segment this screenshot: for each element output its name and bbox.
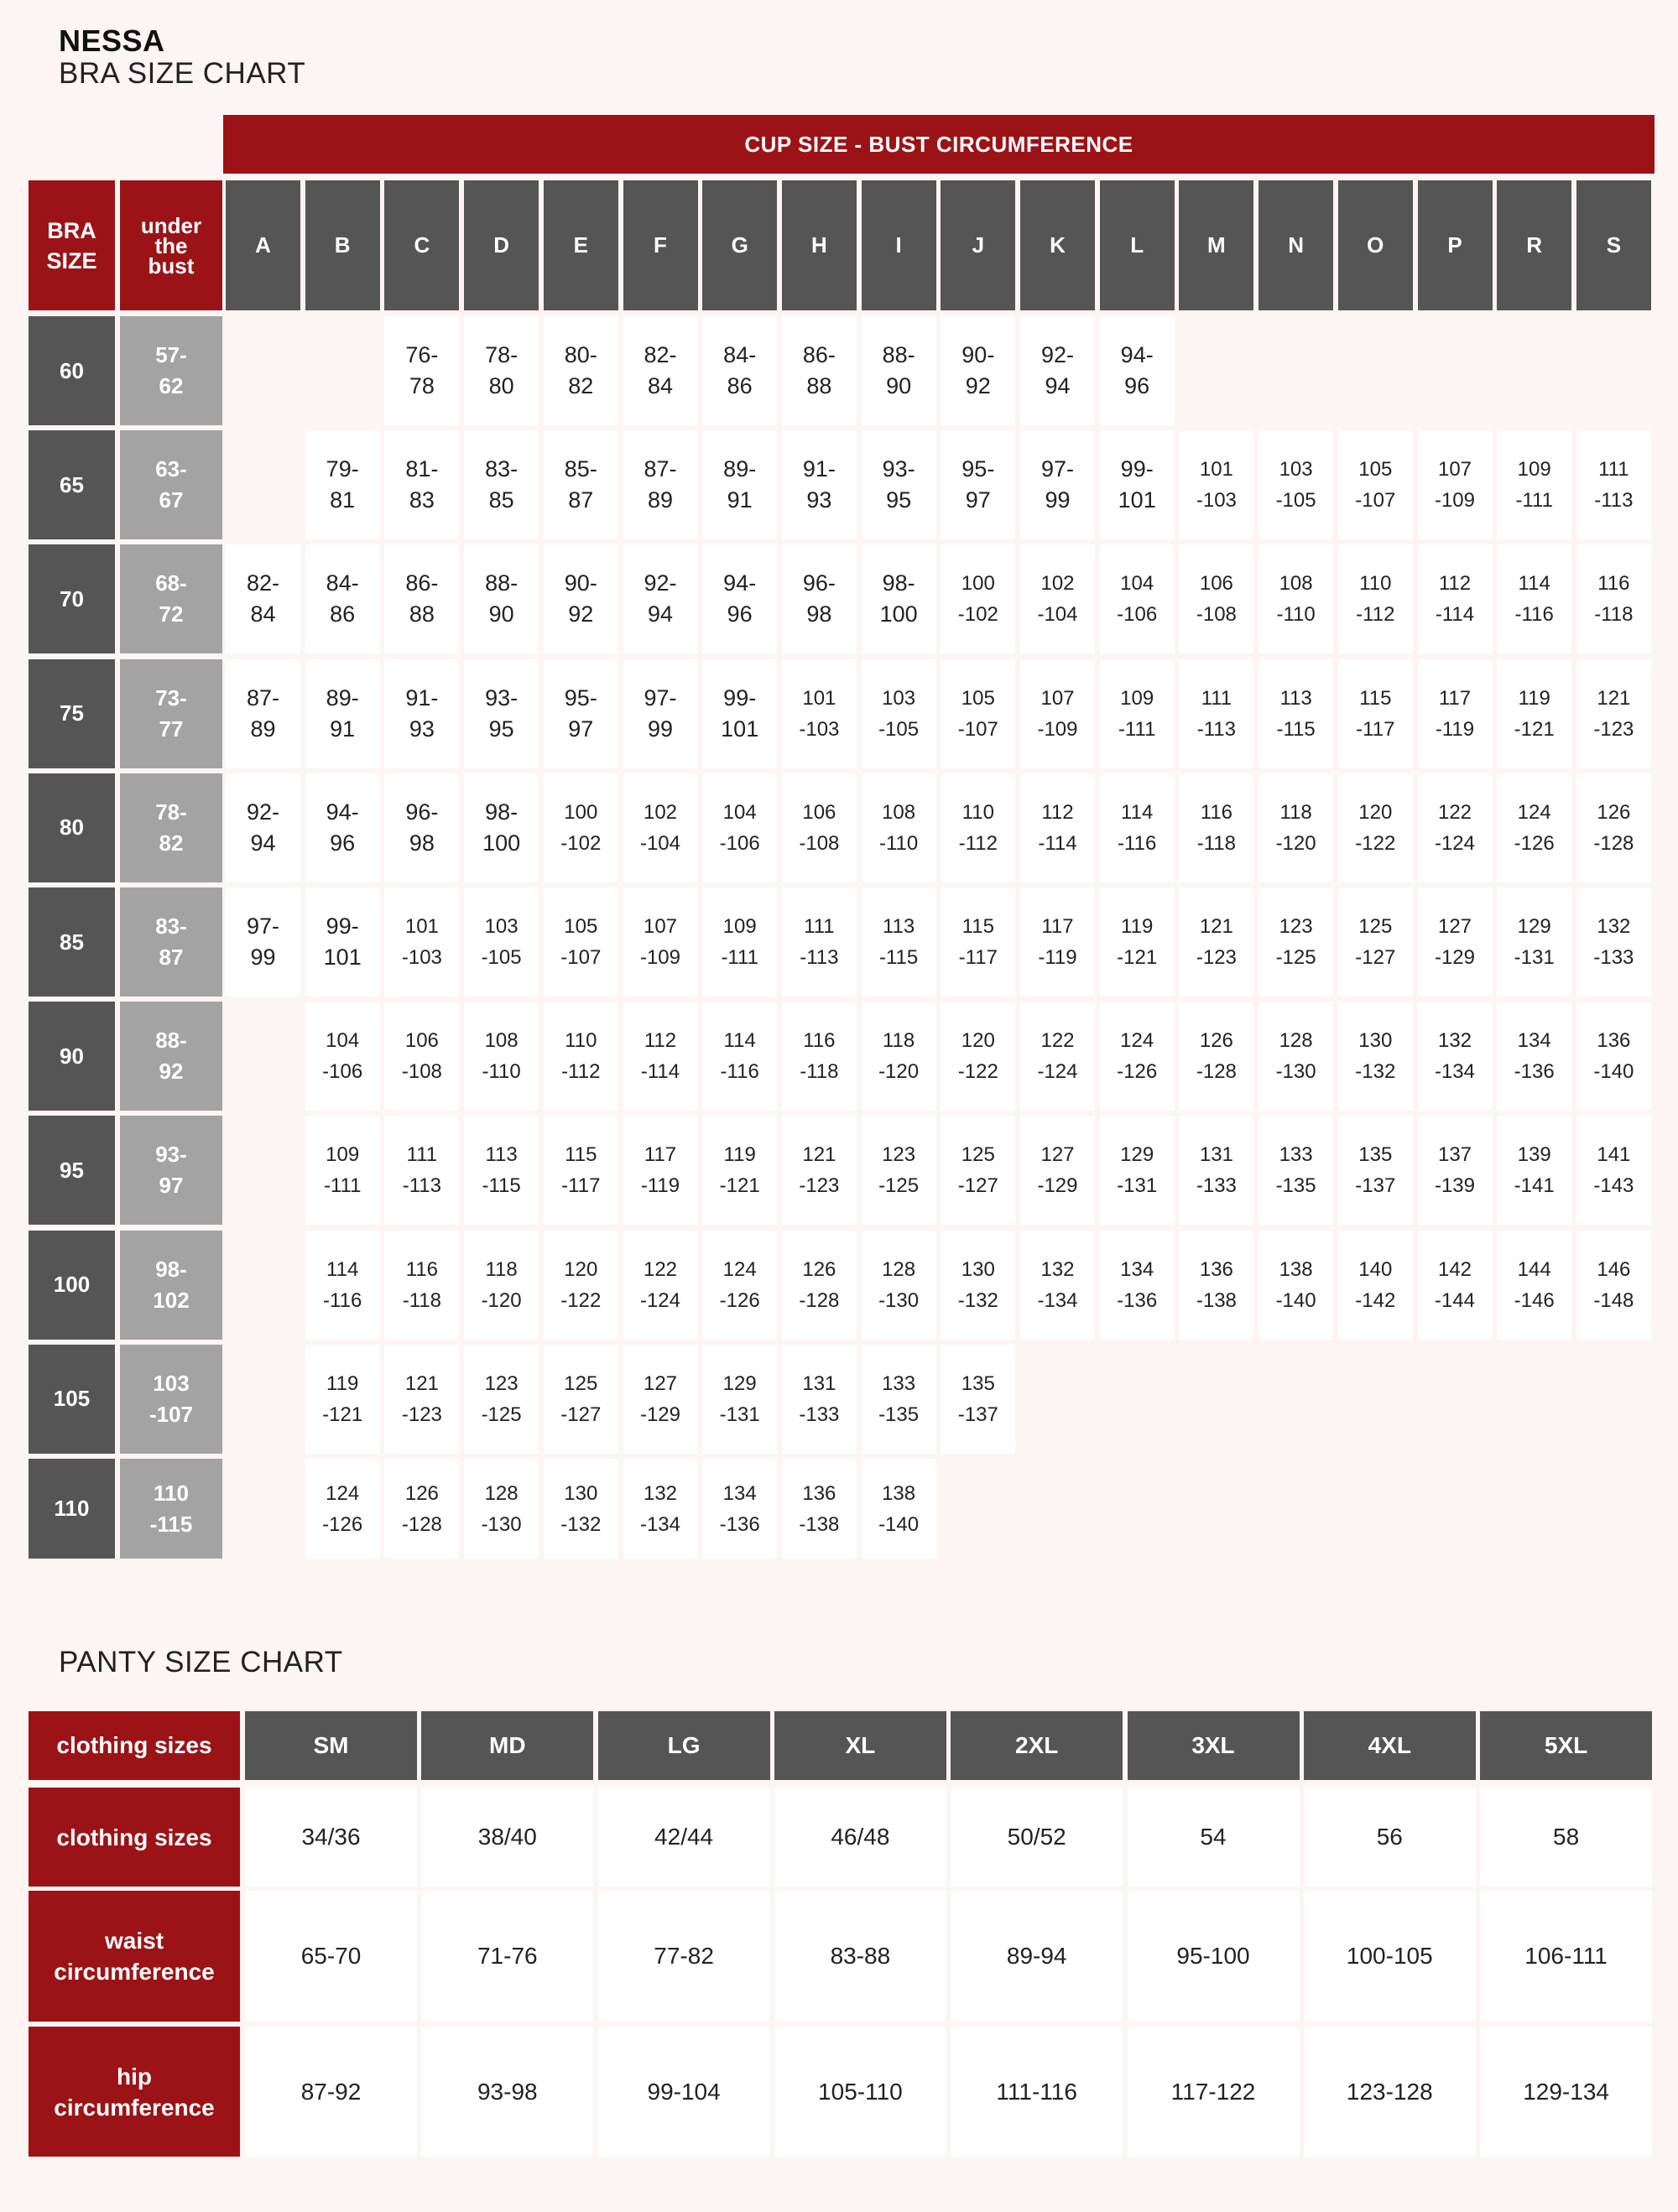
bust-cell: 126 -128 (1179, 1002, 1253, 1111)
bust-cell: 95- 97 (941, 430, 1015, 539)
bust-cell: 141 -143 (1576, 1116, 1651, 1225)
bust-cell: 111 -113 (384, 1116, 459, 1225)
bust-cell: 122 -124 (623, 1231, 698, 1340)
bust-cell: 100 -102 (544, 773, 618, 882)
bust-cell: 107 -109 (1418, 430, 1493, 539)
bust-cell: 114 -116 (1497, 544, 1571, 653)
cup-size-header: CUP SIZE - BUST CIRCUMFERENCE (223, 115, 1655, 174)
bust-cell: 135 -137 (1338, 1116, 1413, 1225)
bra-size-60: 60 (29, 316, 115, 425)
panty-cell: 46/48 (774, 1788, 946, 1887)
bust-cell: 132 -133 (1576, 887, 1651, 997)
bra-chart-title: BRA SIZE CHART (59, 57, 306, 90)
bust-cell: 110 -112 (941, 773, 1015, 882)
bust-cell: 97- 99 (226, 887, 300, 997)
bust-cell: 121 -123 (384, 1345, 459, 1454)
cup-header-s: S (1576, 180, 1651, 310)
bust-cell: 100 -102 (941, 544, 1015, 653)
bust-cell: 136 -138 (782, 1459, 857, 1559)
bust-cell: 78- 80 (464, 316, 539, 425)
panty-cell: 111-116 (951, 2027, 1123, 2157)
bust-cell: 129 -131 (702, 1345, 777, 1454)
panty-cell: 42/44 (598, 1788, 770, 1887)
bust-cell: 117 -119 (1020, 887, 1095, 997)
bust-cell: 114 -116 (1100, 773, 1175, 882)
bust-cell: 138 -140 (1258, 1231, 1333, 1340)
panty-cell: 71-76 (421, 1891, 593, 2022)
bust-cell: 112 -114 (1020, 773, 1095, 882)
underbust-range-105: 103 -107 (120, 1345, 222, 1454)
bust-cell: 105 -107 (1338, 430, 1413, 539)
bust-cell: 117 -119 (623, 1116, 698, 1225)
bust-cell: 95- 97 (544, 659, 618, 768)
bust-cell: 105 -107 (544, 887, 618, 997)
bust-cell: 120 -122 (941, 1002, 1015, 1111)
bust-cell: 119 -121 (305, 1345, 380, 1454)
bust-cell: 102 -104 (623, 773, 698, 882)
bust-cell: 125 -127 (941, 1116, 1015, 1225)
bust-cell: 93- 95 (862, 430, 936, 539)
bust-cell: 113 -115 (862, 887, 936, 997)
bust-cell: 134 -136 (702, 1459, 777, 1559)
bust-cell: 108 -110 (862, 773, 936, 882)
bust-cell: 127 -129 (623, 1345, 698, 1454)
panty-cell: 38/40 (421, 1788, 593, 1887)
bust-cell: 105 -107 (941, 659, 1015, 768)
bust-cell: 82- 84 (623, 316, 698, 425)
panty-size-lg: LG (598, 1711, 770, 1780)
bust-cell: 132 -134 (623, 1459, 698, 1559)
bust-cell: 133 -135 (862, 1345, 936, 1454)
bust-cell: 118 -120 (1258, 773, 1333, 882)
bust-cell: 142 -144 (1418, 1231, 1493, 1340)
bust-cell: 106 -108 (384, 1002, 459, 1111)
bust-cell: 97- 99 (1020, 430, 1095, 539)
panty-row-label: hip circumference (29, 2027, 240, 2157)
bust-cell: 111 -113 (1179, 659, 1253, 768)
panty-cell: 89-94 (951, 1891, 1123, 2022)
panty-cell: 123-128 (1304, 2027, 1476, 2157)
bust-cell: 124 -126 (1497, 773, 1571, 882)
panty-cell: 58 (1480, 1788, 1652, 1887)
bust-cell: 107 -109 (623, 887, 698, 997)
underbust-range-60: 57- 62 (120, 316, 222, 425)
bust-cell: 121 -123 (1179, 887, 1253, 997)
panty-cell: 106-111 (1480, 1891, 1652, 2022)
bust-cell: 125 -127 (1338, 887, 1413, 997)
bust-cell: 123 -125 (862, 1116, 936, 1225)
bust-cell: 131 -133 (1179, 1116, 1253, 1225)
bust-cell: 113 -115 (464, 1116, 539, 1225)
bust-cell: 119 -121 (1100, 887, 1175, 997)
bust-cell: 137 -139 (1418, 1116, 1493, 1225)
bust-cell: 81- 83 (384, 430, 459, 539)
cup-header-l: L (1100, 180, 1175, 310)
bust-cell: 133 -135 (1258, 1116, 1333, 1225)
panty-cell: 93-98 (421, 2027, 593, 2157)
bust-cell: 126 -128 (384, 1459, 459, 1559)
bra-size-110: 110 (29, 1459, 115, 1559)
bust-cell: 126 -128 (782, 1231, 857, 1340)
panty-cell: 50/52 (951, 1788, 1123, 1887)
bra-size-80: 80 (29, 773, 115, 882)
bust-cell: 91- 93 (384, 659, 459, 768)
bra-size-95: 95 (29, 1116, 115, 1225)
bust-cell: 124 -126 (1100, 1002, 1175, 1111)
bust-cell: 146 -148 (1576, 1231, 1651, 1340)
cup-header-e: E (544, 180, 618, 310)
bust-cell: 114 -116 (305, 1231, 380, 1340)
panty-size-md: MD (421, 1711, 593, 1780)
bust-cell: 129 -131 (1100, 1116, 1175, 1225)
bust-cell: 125 -127 (544, 1345, 618, 1454)
bust-cell: 88- 90 (862, 316, 936, 425)
underbust-header: under the bust (120, 180, 222, 310)
bust-cell: 109 -111 (1497, 430, 1571, 539)
bust-cell: 93- 95 (464, 659, 539, 768)
panty-cell: 34/36 (245, 1788, 417, 1887)
bust-cell: 101 -103 (1179, 430, 1253, 539)
bust-cell: 116 -118 (1576, 544, 1651, 653)
bra-size-90: 90 (29, 1002, 115, 1111)
bust-cell: 130 -132 (941, 1231, 1015, 1340)
underbust-range-100: 98- 102 (120, 1231, 222, 1340)
bust-cell: 103 -105 (1258, 430, 1333, 539)
panty-cell: 77-82 (598, 1891, 770, 2022)
panty-header-label: clothing sizes (29, 1711, 240, 1780)
panty-cell: 129-134 (1480, 2027, 1652, 2157)
bust-cell: 139 -141 (1497, 1116, 1571, 1225)
bust-cell: 136 -140 (1576, 1002, 1651, 1111)
bust-cell: 84- 86 (702, 316, 777, 425)
cup-header-m: M (1179, 180, 1253, 310)
bust-cell: 126 -128 (1576, 773, 1651, 882)
underbust-range-85: 83- 87 (120, 887, 222, 997)
underbust-range-90: 88- 92 (120, 1002, 222, 1111)
bust-cell: 109 -111 (1100, 659, 1175, 768)
bra-size-105: 105 (29, 1345, 115, 1454)
bust-cell: 92- 94 (1020, 316, 1095, 425)
underbust-range-95: 93- 97 (120, 1116, 222, 1225)
cup-header-p: P (1418, 180, 1493, 310)
bust-cell: 128 -130 (1258, 1002, 1333, 1111)
bust-cell: 138 -140 (862, 1459, 936, 1559)
bust-cell: 94- 96 (305, 773, 380, 882)
bust-cell: 86- 88 (782, 316, 857, 425)
bust-cell: 97- 99 (623, 659, 698, 768)
bra-size-100: 100 (29, 1231, 115, 1340)
cup-header-c: C (384, 180, 459, 310)
bust-cell: 111 -113 (1576, 430, 1651, 539)
cup-header-d: D (464, 180, 539, 310)
bust-cell: 116 -118 (782, 1002, 857, 1111)
bra-size-header: BRA SIZE (29, 180, 115, 310)
panty-cell: 83-88 (774, 1891, 946, 2022)
bust-cell: 123 -125 (464, 1345, 539, 1454)
panty-size-xl: XL (774, 1711, 946, 1780)
panty-size-3xl: 3XL (1128, 1711, 1300, 1780)
bust-cell: 136 -138 (1179, 1231, 1253, 1340)
bust-cell: 124 -126 (702, 1231, 777, 1340)
bust-cell: 108 -110 (1258, 544, 1333, 653)
bust-cell: 130 -132 (1338, 1002, 1413, 1111)
panty-cell: 87-92 (245, 2027, 417, 2157)
bust-cell: 134 -136 (1100, 1231, 1175, 1340)
panty-row-label: clothing sizes (29, 1788, 240, 1887)
bust-cell: 103 -105 (464, 887, 539, 997)
bust-cell: 116 -118 (384, 1231, 459, 1340)
bust-cell: 120 -122 (544, 1231, 618, 1340)
bust-cell: 119 -121 (702, 1116, 777, 1225)
bust-cell: 80- 82 (544, 316, 618, 425)
panty-cell: 100-105 (1304, 1891, 1476, 2022)
bust-cell: 111 -113 (782, 887, 857, 997)
bust-cell: 85- 87 (544, 430, 618, 539)
cup-header-o: O (1338, 180, 1413, 310)
bust-cell: 99- 101 (305, 887, 380, 997)
bust-cell: 113 -115 (1258, 659, 1333, 768)
bust-cell: 122 -124 (1418, 773, 1493, 882)
bust-cell: 87- 89 (226, 659, 300, 768)
bust-cell: 120 -122 (1338, 773, 1413, 882)
panty-row-label: waist circumference (29, 1891, 240, 2022)
bra-size-85: 85 (29, 887, 115, 997)
underbust-range-70: 68- 72 (120, 544, 222, 653)
panty-size-2xl: 2XL (951, 1711, 1123, 1780)
bust-cell: 144 -146 (1497, 1231, 1571, 1340)
bust-cell: 76- 78 (384, 316, 459, 425)
panty-chart-title: PANTY SIZE CHART (59, 1646, 343, 1679)
bust-cell: 121 -123 (782, 1116, 857, 1225)
panty-size-5xl: 5XL (1480, 1711, 1652, 1780)
panty-cell: 99-104 (598, 2027, 770, 2157)
bust-cell: 90- 92 (941, 316, 1015, 425)
bust-cell: 101 -103 (384, 887, 459, 997)
bust-cell: 103 -105 (862, 659, 936, 768)
bust-cell: 114 -116 (702, 1002, 777, 1111)
bust-cell: 87- 89 (623, 430, 698, 539)
panty-cell: 105-110 (774, 2027, 946, 2157)
cup-header-f: F (623, 180, 698, 310)
bust-cell: 88- 90 (464, 544, 539, 653)
underbust-range-65: 63- 67 (120, 430, 222, 539)
cup-header-b: B (305, 180, 380, 310)
bust-cell: 115 -117 (544, 1116, 618, 1225)
bust-cell: 110 -112 (544, 1002, 618, 1111)
bust-cell: 110 -112 (1338, 544, 1413, 653)
cup-header-k: K (1020, 180, 1095, 310)
panty-cell: 95-100 (1128, 1891, 1300, 2022)
cup-header-r: R (1497, 180, 1571, 310)
bra-size-65: 65 (29, 430, 115, 539)
bust-cell: 107 -109 (1020, 659, 1095, 768)
bust-cell: 99- 101 (702, 659, 777, 768)
cup-header-j: J (941, 180, 1015, 310)
bust-cell: 90- 92 (544, 544, 618, 653)
bust-cell: 127 -129 (1020, 1116, 1095, 1225)
bra-size-75: 75 (29, 659, 115, 768)
bust-cell: 79- 81 (305, 430, 380, 539)
bust-cell: 108 -110 (464, 1002, 539, 1111)
cup-header-n: N (1258, 180, 1333, 310)
bust-cell: 106 -108 (1179, 544, 1253, 653)
bust-cell: 101 -103 (782, 659, 857, 768)
bust-cell: 89- 91 (702, 430, 777, 539)
bust-cell: 121 -123 (1576, 659, 1651, 768)
cup-header-i: I (862, 180, 936, 310)
bust-cell: 89- 91 (305, 659, 380, 768)
underbust-range-110: 110 -115 (120, 1459, 222, 1559)
bust-cell: 94- 96 (702, 544, 777, 653)
bust-cell: 98- 100 (862, 544, 936, 653)
bust-cell: 118 -120 (464, 1231, 539, 1340)
bust-cell: 131 -133 (782, 1345, 857, 1454)
bust-cell: 116 -118 (1179, 773, 1253, 882)
bust-cell: 99- 101 (1100, 430, 1175, 539)
bust-cell: 128 -130 (464, 1459, 539, 1559)
bust-cell: 104 -106 (305, 1002, 380, 1111)
bust-cell: 109 -111 (305, 1116, 380, 1225)
panty-size-sm: SM (245, 1711, 417, 1780)
bust-cell: 83- 85 (464, 430, 539, 539)
bust-cell: 96- 98 (782, 544, 857, 653)
bust-cell: 135 -137 (941, 1345, 1015, 1454)
bust-cell: 104 -106 (1100, 544, 1175, 653)
panty-cell: 56 (1304, 1788, 1476, 1887)
bust-cell: 109 -111 (702, 887, 777, 997)
panty-cell: 65-70 (245, 1891, 417, 2022)
bust-cell: 84- 86 (305, 544, 380, 653)
bust-cell: 127 -129 (1418, 887, 1493, 997)
bust-cell: 140 -142 (1338, 1231, 1413, 1340)
bust-cell: 94- 96 (1100, 316, 1175, 425)
bust-cell: 134 -136 (1497, 1002, 1571, 1111)
panty-cell: 117-122 (1128, 2027, 1300, 2157)
panty-size-4xl: 4XL (1304, 1711, 1476, 1780)
bust-cell: 118 -120 (862, 1002, 936, 1111)
bust-cell: 92- 94 (226, 773, 300, 882)
bust-cell: 132 -134 (1418, 1002, 1493, 1111)
cup-header-h: H (782, 180, 857, 310)
bust-cell: 82- 84 (226, 544, 300, 653)
bust-cell: 115 -117 (1338, 659, 1413, 768)
bust-cell: 129 -131 (1497, 887, 1571, 997)
underbust-range-75: 73- 77 (120, 659, 222, 768)
bust-cell: 91- 93 (782, 430, 857, 539)
bra-size-70: 70 (29, 544, 115, 653)
bust-cell: 112 -114 (623, 1002, 698, 1111)
bust-cell: 115 -117 (941, 887, 1015, 997)
bust-cell: 86- 88 (384, 544, 459, 653)
brand-name: NESSA (59, 23, 165, 58)
bust-cell: 96- 98 (384, 773, 459, 882)
bust-cell: 112 -114 (1418, 544, 1493, 653)
bust-cell: 124 -126 (305, 1459, 380, 1559)
bust-cell: 128 -130 (862, 1231, 936, 1340)
bust-cell: 117 -119 (1418, 659, 1493, 768)
bust-cell: 104 -106 (702, 773, 777, 882)
underbust-range-80: 78- 82 (120, 773, 222, 882)
bust-cell: 132 -134 (1020, 1231, 1095, 1340)
cup-header-a: A (226, 180, 300, 310)
cup-header-g: G (702, 180, 777, 310)
bust-cell: 102 -104 (1020, 544, 1095, 653)
panty-cell: 54 (1128, 1788, 1300, 1887)
bust-cell: 119 -121 (1497, 659, 1571, 768)
bust-cell: 98- 100 (464, 773, 539, 882)
bust-cell: 106 -108 (782, 773, 857, 882)
bust-cell: 130 -132 (544, 1459, 618, 1559)
bust-cell: 123 -125 (1258, 887, 1333, 997)
bust-cell: 122 -124 (1020, 1002, 1095, 1111)
bust-cell: 92- 94 (623, 544, 698, 653)
